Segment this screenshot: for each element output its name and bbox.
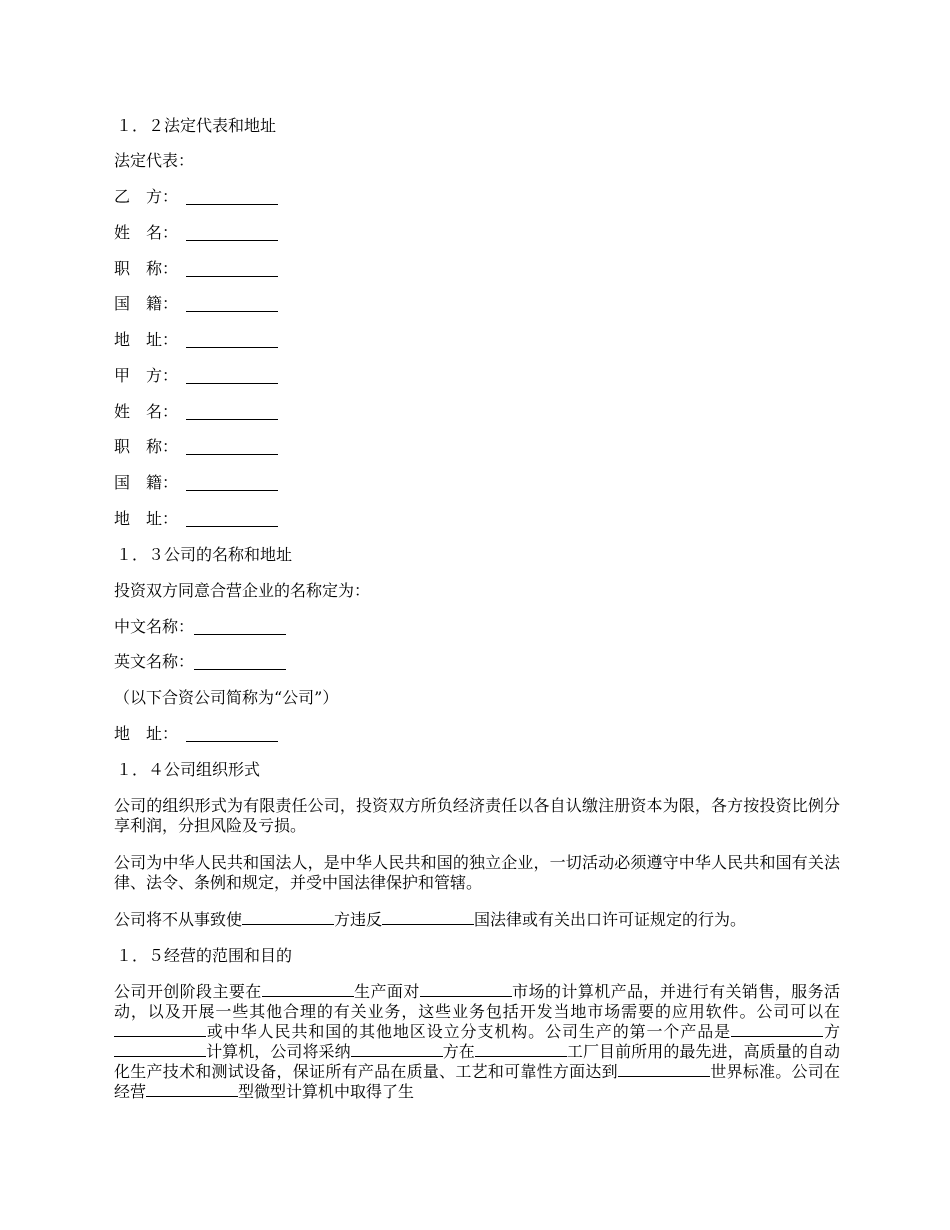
field-label: 职 称： [114,437,179,456]
field-label: 姓 名： [114,223,179,242]
section-heading-1-2: １．２法定代表和地址 [116,116,277,135]
blank-line [186,310,278,312]
field-b-name [114,223,278,243]
scope-paragraph [114,982,840,1102]
blank-line [186,239,278,241]
field-party-b [114,187,278,207]
text-run: 计算机，公司将采纳 [206,1042,351,1061]
blank-line [382,910,474,925]
field-label: 甲 方： [114,366,179,385]
blank-line [186,275,278,277]
blank-line [186,382,278,384]
field-label: 职 称： [114,259,179,278]
field-label: 姓 名： [114,402,179,421]
section-heading-1-5: １．５经营的范围和目的 [116,946,293,965]
company-abbreviation-note: （以下合资公司简称为“公司”） [114,688,339,707]
field-a-address [114,509,278,529]
field-a-name [114,402,278,422]
blank-line [618,1062,710,1077]
company-name-intro: 投资双方同意合营企业的名称定为： [114,581,371,600]
blank-line [146,1082,238,1097]
blank-line [114,1042,206,1057]
field-english-name [114,652,286,672]
field-a-title [114,437,278,457]
field-label: 国 籍： [114,473,179,492]
text-run: 方 [823,1022,840,1041]
blank-line [242,910,334,925]
blank-line [186,525,278,527]
field-label: 英文名称： [114,652,195,671]
field-label: 地 址： [114,330,179,349]
blank-line [186,203,278,205]
field-company-address [114,724,278,744]
blank-line [194,668,286,670]
field-label: 地 址： [114,509,179,528]
blank-line [194,633,286,635]
blank-line [475,1042,567,1057]
field-a-nationality [114,473,278,493]
text-run: 公司将不从事致使 [114,910,243,929]
text-run: 方在 [442,1042,475,1061]
blank-line [186,489,278,491]
field-label: 国 籍： [114,294,179,313]
blank-line [186,453,278,455]
blank-line [186,346,278,348]
field-label: 中文名称： [114,617,195,636]
blank-line [114,1022,206,1037]
section-heading-1-3: １．３公司的名称和地址 [116,545,293,564]
field-chinese-name [114,617,286,637]
legal-rep-intro: 法定代表： [114,151,195,170]
text-run: 或中华人民共和国的其他地区设立分支机构。公司生产的第一个产品是 [206,1022,732,1041]
blank-line [186,740,278,742]
org-paragraph-2: 公司为中华人民共和国法人，是中华人民共和国的独立企业，一切活动必须遵守中华人民共和国有关法律、法令、条例和规定，并受中国法律保护和管辖。 [114,853,840,892]
text-run: 公司开创阶段主要在 [114,982,262,1001]
section-heading-1-4: １．４公司组织形式 [116,760,261,779]
text-run: 市场的计算机产品，并进行有关销售，服务活动，以及开展一些其他合理的有关业务，这些业务包括开发当地市场需要的应用软件。公司可以在 [114,982,840,1021]
field-b-address [114,330,278,350]
field-b-title [114,259,278,279]
org-paragraph-3 [114,910,746,930]
text-run: 国法律或有关出口许可证规定的行为。 [474,910,747,929]
blank-line [351,1042,443,1057]
field-b-nationality [114,294,278,314]
text-run: 方违反 [334,910,383,929]
field-party-a [114,366,278,386]
blank-line [186,418,278,420]
blank-line [731,1022,823,1037]
field-label: 地 址： [114,724,179,743]
text-run: 世界标准。公司在经营 [114,1062,840,1101]
blank-line [262,982,354,997]
blank-line [420,982,512,997]
text-run: 生产面对 [353,982,420,1001]
text-run: 工厂目前所用的最先进，高质量的自动化生产技术和测试设备，保证所有产品在质量、工艺和可靠性方面达到 [114,1042,840,1081]
org-paragraph-1: 公司的组织形式为有限责任公司，投资双方所负经济责任以各自认缴注册资本为限，各方按投资比例分享利润，分担风险及亏损。 [114,796,840,835]
text-run: 型微型计算机中取得了生 [238,1082,415,1101]
field-label: 乙 方： [114,187,179,206]
